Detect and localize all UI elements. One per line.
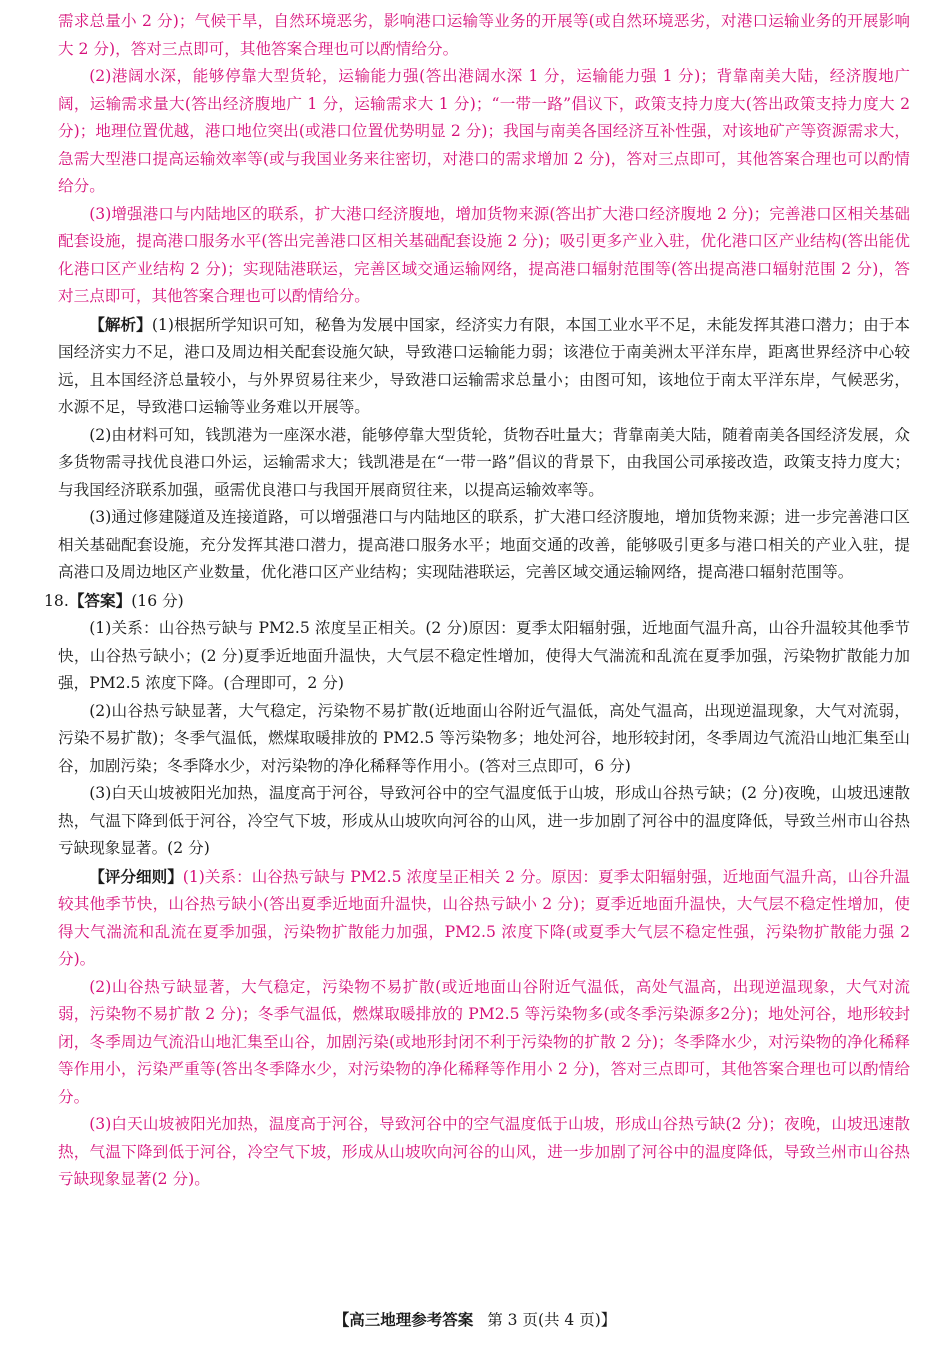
question-18-header: [44, 587, 910, 616]
analysis-17-part2: (2)由材料可知，钱凯港为一座深水港，能够停靠大型货轮，货物吞吐量大；背靠南美大陆，随着南美各国经济发展，众多货物需寻找优良港口外运，运输需求大；钱凯港是在“一带一路”倡议的背景下，由我国公司承接改造，政策支持力度大；与我国经济联系加强，亟需优良港口与我国开展商贸往来，以提高运输效率等。: [58, 425, 910, 499]
grading-label: 【评分细则】: [89, 866, 183, 886]
analysis-17-part1-text: (1)根据所学知识可知，秘鲁为发展中国家，经济实力有限，本国工业水平不足，未能发挥其港口潜力；由于本国经济实力不足，港口及周边相关配套设施欠缺，导致港口运输能力弱；该港位于南美洲太平洋东岸，距离世界经济中心较远，且本国经济总量较小，与外界贸易往来少，导致港口运输需求总量小；由图可知，该地位于南太平洋东岸，气候恶劣，水源不足，导致港口运输等业务难以开展等。: [58, 315, 910, 416]
answer-label: 【答案】: [68, 590, 132, 610]
footer-title: 【高三地理参考答案: [333, 1310, 474, 1329]
analysis-17-part3: (3)通过修建隧道及连接道路，可以增强港口与内陆地区的联系，扩大港口经济腹地，增加货物来源；进一步完善港口区相关基础配套设施，充分发挥其港口潜力，提高港口服务水平；地面交通的改善，能够吸引更多与港口相关的产业入驻，提高港口及周边地区产业数量，优化港口区产业结构；实现陆港联运，完善区域交通运输网络，提高港口辐射范围等。: [58, 508, 910, 581]
grading-18-part1: [58, 863, 910, 974]
answer-page: [44, 8, 910, 1194]
answer-18-part1: (1)关系：山谷热亏缺与 PM2.5 浓度呈正相关。(2 分)原因：夏季太阳辐射强，近地面气温升高，山谷升温较其他季节快，山谷热亏缺小；(2 分)夏季近地面升温快，大气层不稳定性增加，使得大气湍流和乱流在夏季加强，污染物扩散能力加强，PM2.5 浓度下降。(合理即可，2 分): [58, 619, 910, 692]
analysis-label: 【解析】: [89, 314, 152, 334]
grading-18-part3: (3)白天山坡被阳光加热，温度高于河谷，导致河谷中的空气温度低于山坡，形成山谷热亏缺(2 分)；夜晚，山坡迅速散热，气温下降到低于河谷，冷空气下坡，形成从山坡吹向河谷的山风，进一步加剧了河谷中的温度降低，导致兰州市山谷热亏缺现象显著(2 分)。: [58, 1115, 910, 1188]
question-number: 18.: [44, 591, 69, 610]
footer-page-number: 第 3 页(共 4 页)】: [487, 1311, 617, 1329]
page-footer: [0, 1308, 950, 1330]
grading-17-part2: (2)港阔水深，能够停靠大型货轮，运输能力强(答出港阔水深 1 分，运输能力强 1 分)；背靠南美大陆，经济腹地广阔，运输需求量大(答出经济腹地广 1 分，运输需求大 1 分)；“一带一路”倡议下，政策支持力度大(答出政策支持力度大 2 分)；地理位置优越，港口地位突出(或港口位置优势明显 2 分)；我国与南美各国经济互补性强，对该地矿产等资源需求大，急需大型港口提高运输效率等(或与我国业务来往密切，对港口的需求增加 2 分)，答对三点即可，其他答案合理也可以酌情给分。: [58, 67, 910, 195]
grading-18-part1-text: (1)关系：山谷热亏缺与 PM2.5 浓度呈正相关 2 分。原因：夏季太阳辐射强，近地面气温升高，山谷升温较其他季节快，山谷热亏缺小(答出夏季近地面升温快，山谷热亏缺小 2 分)；夏季近地面升温快，大气层不稳定性增加，使得大气湍流和乱流在夏季加强，污染物扩散能力加强，PM2.5 浓度下降(或夏季大气层不稳定性强，污染物扩散能力强 2 分)。: [58, 867, 910, 968]
grading-17-part1-continued: 需求总量小 2 分)；气候干旱，自然环境恶劣，影响港口运输等业务的开展等(或自然环境恶劣，对港口运输业务的开展影响大 2 分)，答对三点即可，其他答案合理也可以酌情给分。: [58, 12, 910, 58]
answer-18-part2: (2)山谷热亏缺显著，大气稳定，污染物不易扩散(近地面山谷附近气温低，高处气温高，出现逆温现象，大气对流弱，污染不易扩散)；冬季气温低，燃煤取暖排放的 PM2.5 等污染物多；地处河谷，地形较封闭，冬季周边气流沿山地汇集至山谷，加剧污染；冬季降水少，对污染物的净化稀释等作用小。(答对三点即可，6 分): [58, 701, 910, 775]
question-score: (16 分): [131, 591, 184, 610]
answer-18-part3: (3)白天山坡被阳光加热，温度高于河谷，导致河谷中的空气温度低于山坡，形成山谷热亏缺；(2 分)夜晚，山坡迅速散热，气温下降到低于河谷，冷空气下坡，形成从山坡吹向河谷的山风，进一步加剧了河谷中的温度降低，导致兰州市山谷热亏缺现象显著。(2 分): [58, 784, 910, 857]
analysis-17-part1: [58, 311, 910, 422]
grading-18-part2: (2)山谷热亏缺显著，大气稳定，污染物不易扩散(或近地面山谷附近气温低，高处气温高，出现逆温现象，大气对流弱，污染物不易扩散 2 分)；冬季气温低，燃煤取暖排放的 PM2.5 等污染物多(或冬季污染源多2分)；地处河谷，地形较封闭，冬季周边气流沿山地汇集至山谷，加剧污染(或地形封闭不利于污染物的扩散 2 分)；冬季降水少，对污染物的净化稀释等作用小，污染严重等(答出冬季降水少，对污染物的净化稀释等作用小 2 分)，答对三点即可，其他答案合理也可以酌情给分。: [58, 977, 910, 1106]
grading-17-part3: (3)增强港口与内陆地区的联系，扩大港口经济腹地，增加货物来源(答出扩大港口经济腹地 2 分)；完善港口区相关基础配套设施，提高港口服务水平(答出完善港口区相关基础配套设施 2 分)；吸引更多产业入驻，优化港口区产业结构(答出能优化港口区产业结构 2 分)；实现陆港联运，完善区域交通运输网络，提高港口辐射范围等(答出提高港口辐射范围 2 分)，答对三点即可，其他答案合理也可以酌情给分。: [58, 204, 910, 305]
